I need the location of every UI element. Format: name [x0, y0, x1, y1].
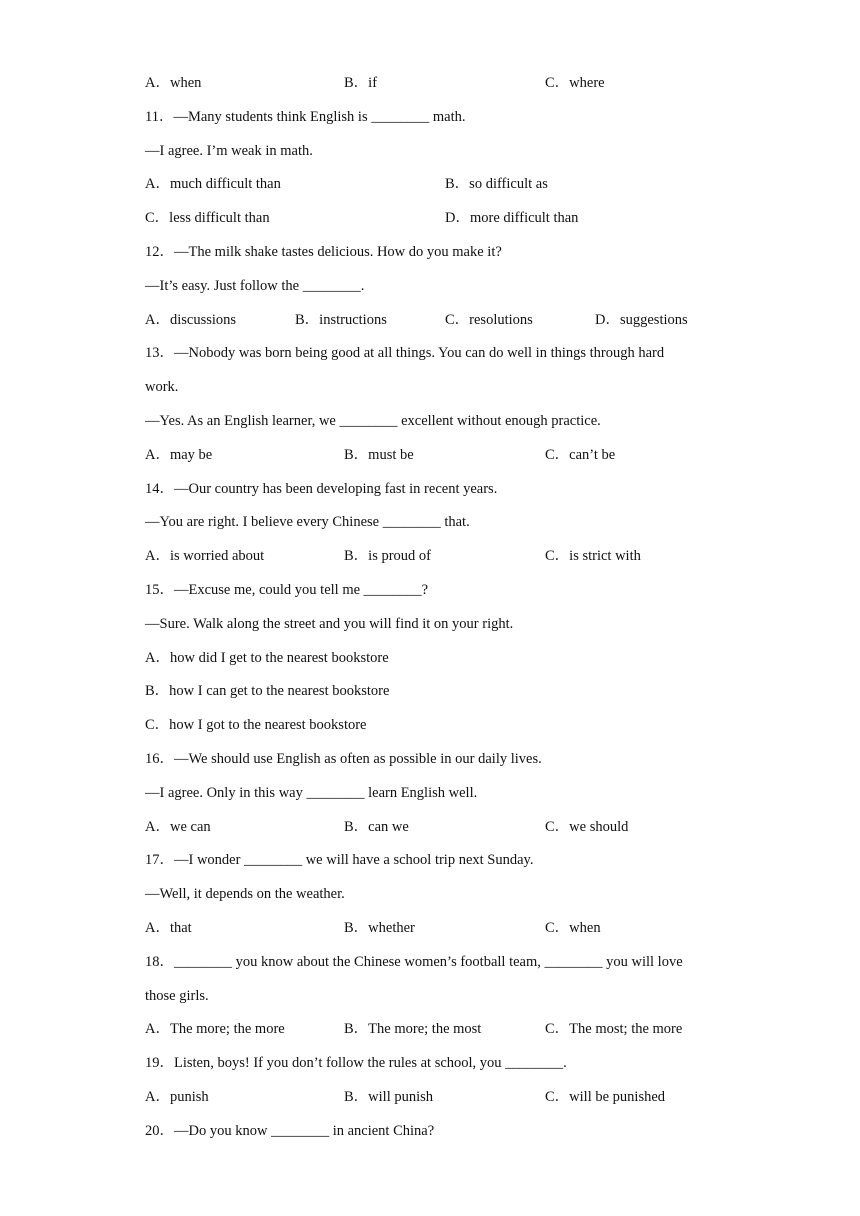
q18-question-cont: those girls.	[145, 988, 209, 1004]
q10-option-c[interactable]: C．where	[545, 75, 605, 91]
q12-question: 12．—The milk shake tastes delicious. How do you make it?	[145, 244, 502, 260]
q13-question: 13．—Nobody was born being good at all things. You can do well in things through hard	[145, 345, 665, 361]
q19-option-a[interactable]: A．punish	[145, 1089, 209, 1105]
q11-option-b[interactable]: B．so difficult as	[445, 176, 548, 192]
q17-question: 17．—I wonder ________ we will have a school trip next Sunday.	[145, 852, 534, 868]
q14-option-b[interactable]: B．is proud of	[344, 548, 431, 564]
q11-option-c[interactable]: C．less difficult than	[145, 210, 270, 226]
q12-option-d[interactable]: D．suggestions	[595, 312, 688, 328]
q12-option-c[interactable]: C．resolutions	[445, 312, 533, 328]
q12-response: —It’s easy. Just follow the ________.	[145, 278, 365, 294]
q16-option-a[interactable]: A．we can	[145, 819, 211, 835]
q15-question: 15．—Excuse me, could you tell me ________?	[145, 582, 429, 598]
q11-question: 11．—Many students think English is ________ math.	[145, 109, 466, 125]
q14-option-c[interactable]: C．is strict with	[545, 548, 641, 564]
q14-response: —You are right. I believe every Chinese ________ that.	[145, 514, 470, 530]
q11-option-a[interactable]: A．much difficult than	[145, 176, 281, 192]
q17-option-b[interactable]: B．whether	[344, 920, 415, 936]
q15-option-a[interactable]: A．how did I get to the nearest bookstore	[145, 650, 389, 666]
q16-response: —I agree. Only in this way ________ learn English well.	[145, 785, 478, 801]
q15-option-b[interactable]: B．how I can get to the nearest bookstore	[145, 683, 390, 699]
q15-response: —Sure. Walk along the street and you will find it on your right.	[145, 616, 514, 632]
q17-option-a[interactable]: A．that	[145, 920, 192, 936]
q12-option-b[interactable]: B．instructions	[295, 312, 387, 328]
q18-question: 18．________ you know about the Chinese women’s football team, ________ you will love	[145, 954, 683, 970]
q19-option-b[interactable]: B．will punish	[344, 1089, 434, 1105]
q13-response: —Yes. As an English learner, we ________ excellent without enough practice.	[145, 413, 601, 429]
q10-option-a[interactable]: A．when	[145, 75, 202, 91]
q13-option-b[interactable]: B．must be	[344, 447, 414, 463]
q14-question: 14．—Our country has been developing fast in recent years.	[145, 481, 498, 497]
q20-question: 20．—Do you know ________ in ancient China?	[145, 1123, 435, 1139]
q19-option-c[interactable]: C．will be punished	[545, 1089, 666, 1105]
q16-option-c[interactable]: C．we should	[545, 819, 629, 835]
q13-question-cont: work.	[145, 379, 179, 395]
q15-option-c[interactable]: C．how I got to the nearest bookstore	[145, 717, 367, 733]
q17-response: —Well, it depends on the weather.	[145, 886, 345, 902]
q18-option-a[interactable]: A．The more; the more	[145, 1021, 285, 1037]
q14-option-a[interactable]: A．is worried about	[145, 548, 265, 564]
q13-option-a[interactable]: A．may be	[145, 447, 213, 463]
q16-option-b[interactable]: B．can we	[344, 819, 409, 835]
q11-response: —I agree. I’m weak in math.	[145, 143, 313, 159]
q13-option-c[interactable]: C．can’t be	[545, 447, 616, 463]
q18-option-b[interactable]: B．The more; the most	[344, 1021, 482, 1037]
q12-option-a[interactable]: A．discussions	[145, 312, 237, 328]
q17-option-c[interactable]: C．when	[545, 920, 601, 936]
q18-option-c[interactable]: C．The most; the more	[545, 1021, 683, 1037]
q10-option-b[interactable]: B．if	[344, 75, 378, 91]
q19-question: 19．Listen, boys! If you don’t follow the rules at school, you ________.	[145, 1055, 567, 1071]
q11-option-d[interactable]: D．more difficult than	[445, 210, 579, 226]
q16-question: 16．—We should use English as often as possible in our daily lives.	[145, 751, 542, 767]
